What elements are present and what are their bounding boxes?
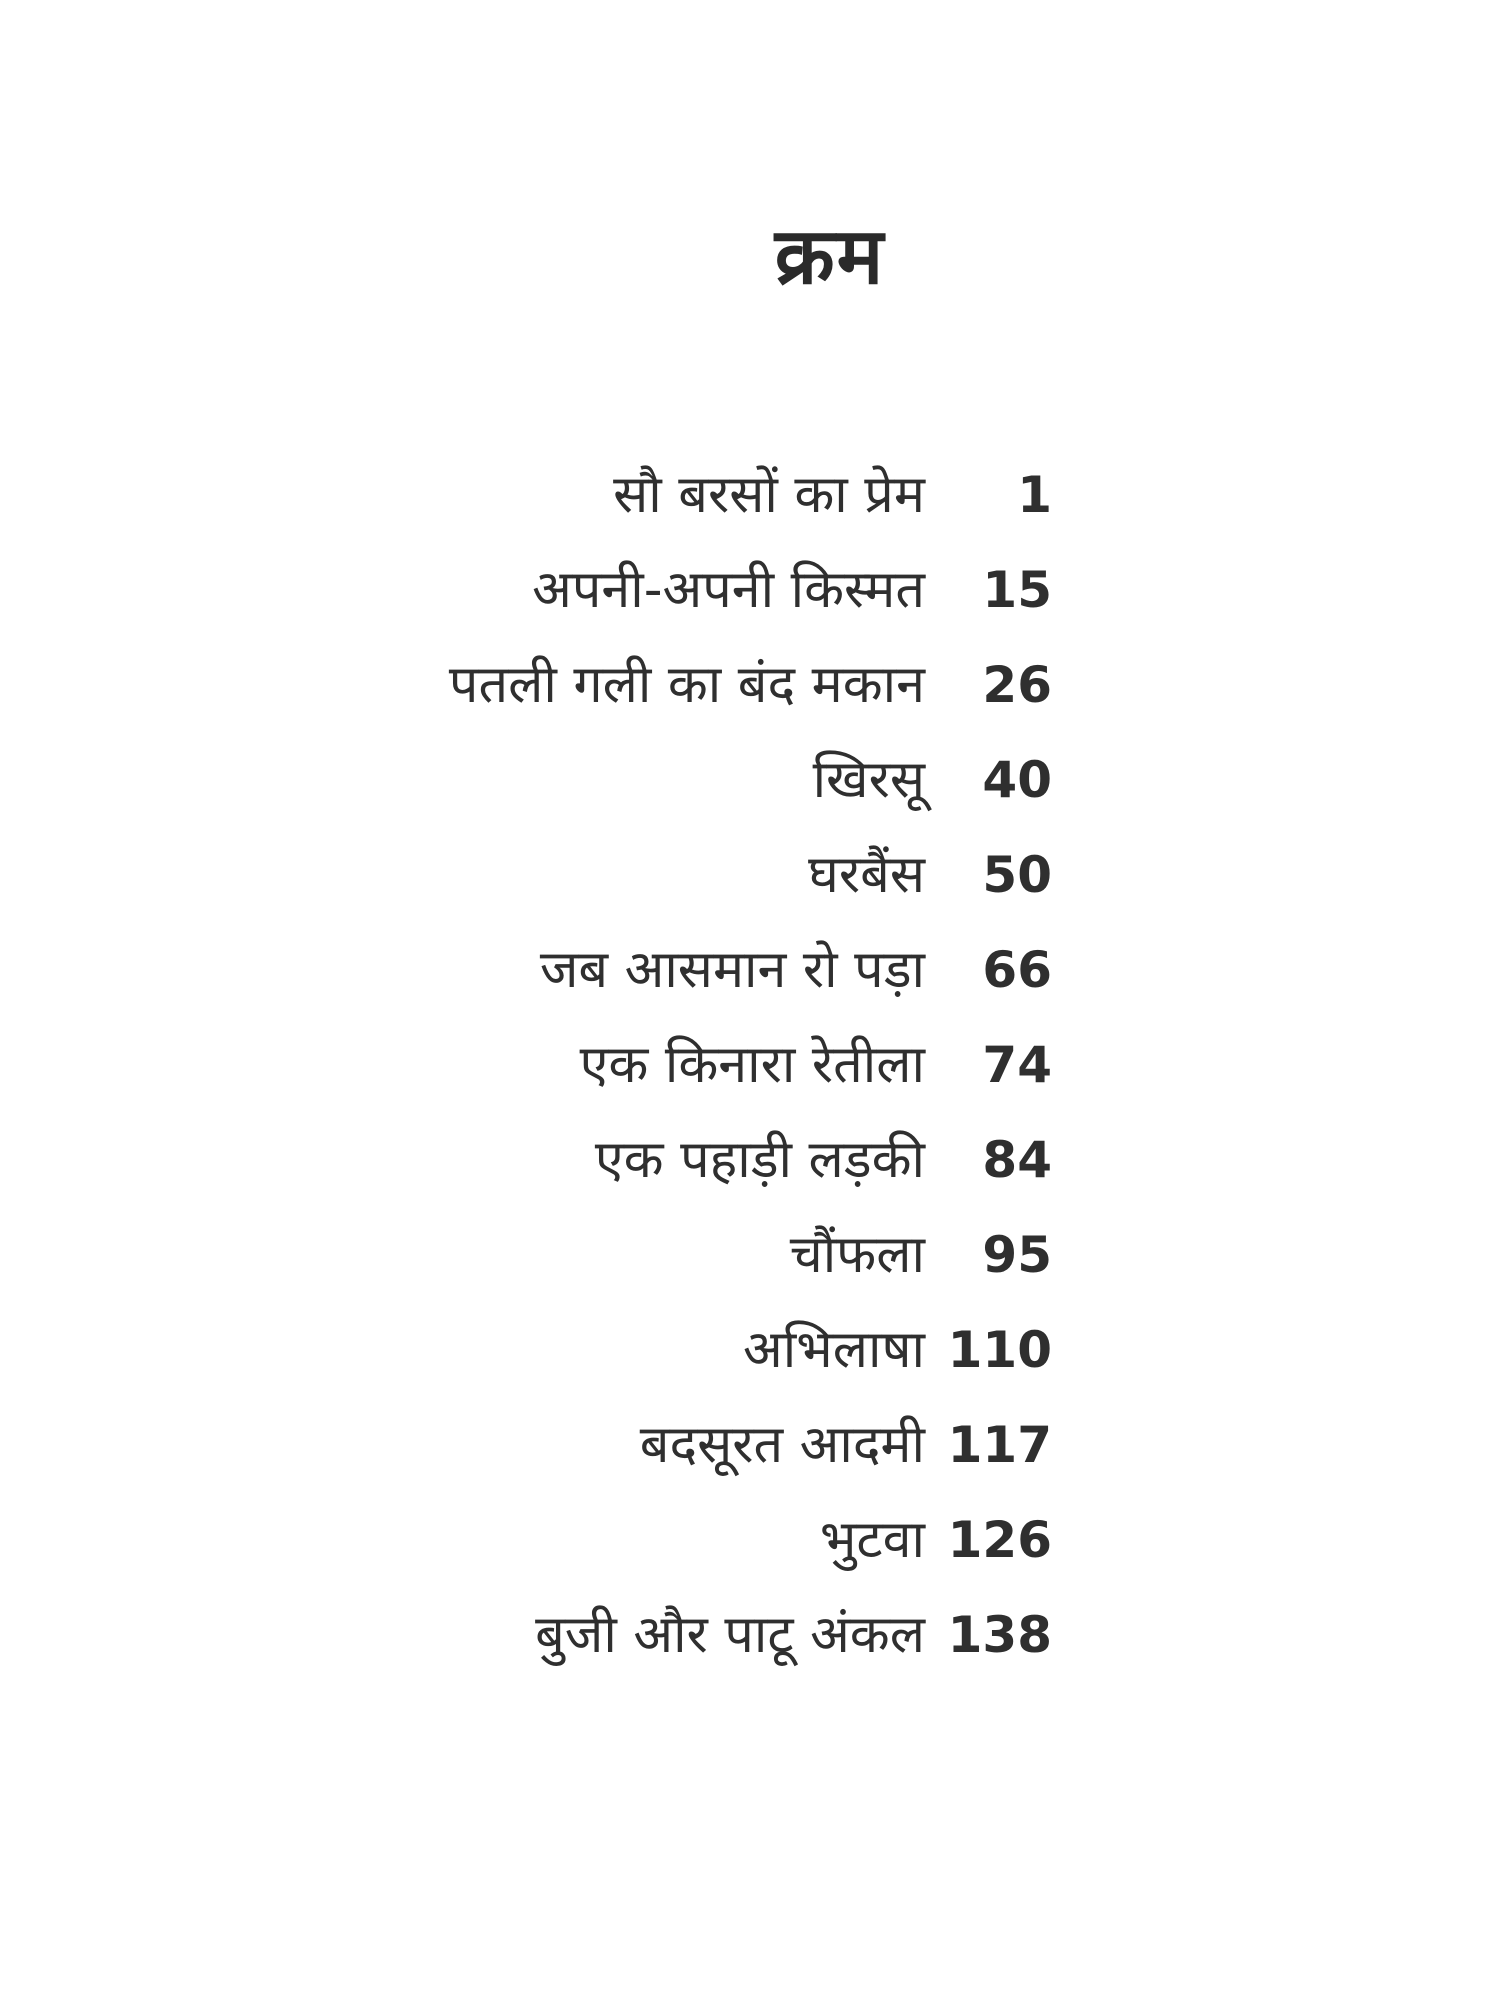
toc-entry-title: जब आसमान रो पड़ा — [539, 940, 925, 1000]
toc-entry — [0, 448, 1500, 543]
toc-entry — [0, 1588, 1500, 1683]
toc-entry — [0, 1018, 1500, 1113]
toc-entry-page: 26 — [982, 656, 1052, 714]
contents-heading-text: क्रम — [774, 212, 886, 302]
toc-entry-page: 95 — [982, 1226, 1052, 1284]
toc-entry — [0, 733, 1500, 828]
toc-entry — [0, 923, 1500, 1018]
table-of-contents — [0, 448, 1500, 1683]
toc-entry-page: 138 — [947, 1606, 1052, 1664]
toc-entry-page: 66 — [982, 941, 1052, 999]
toc-entry-page: 84 — [982, 1131, 1052, 1189]
contents-heading — [0, 200, 1500, 306]
toc-entry — [0, 1398, 1500, 1493]
toc-entry — [0, 1303, 1500, 1398]
toc-entry-title: भुटवा — [819, 1510, 925, 1570]
toc-entry-page: 126 — [947, 1511, 1052, 1569]
toc-entry — [0, 638, 1500, 733]
toc-entry — [0, 1113, 1500, 1208]
toc-entry-page: 110 — [947, 1321, 1052, 1379]
toc-entry-page: 15 — [982, 561, 1052, 619]
toc-entry-title: बदसूरत आदमी — [639, 1415, 925, 1475]
toc-entry — [0, 828, 1500, 923]
toc-entry-title: बुजी और पाटू अंकल — [535, 1605, 925, 1665]
toc-entry-title: अपनी-अपनी किस्मत — [532, 560, 925, 620]
toc-entry-page: 40 — [982, 751, 1052, 809]
toc-entry-page: 1 — [1017, 466, 1052, 524]
toc-entry-title: चौंफला — [789, 1225, 925, 1285]
toc-entry-page: 117 — [947, 1416, 1052, 1474]
toc-entry-title: घरबैंस — [808, 845, 925, 905]
toc-entry — [0, 1208, 1500, 1303]
toc-entry-title: सौ बरसों का प्रेम — [613, 465, 925, 525]
toc-entry — [0, 1493, 1500, 1588]
toc-entry-title: अभिलाषा — [742, 1320, 925, 1380]
toc-entry-title: खिरसू — [812, 750, 925, 810]
toc-entry — [0, 543, 1500, 638]
toc-entry-title: एक किनारा रेतीला — [579, 1035, 925, 1095]
toc-entry-page: 74 — [982, 1036, 1052, 1094]
toc-entry-title: एक पहाड़ी लड़की — [594, 1130, 925, 1190]
toc-entry-page: 50 — [982, 846, 1052, 904]
toc-entry-title: पतली गली का बंद मकान — [448, 655, 925, 715]
